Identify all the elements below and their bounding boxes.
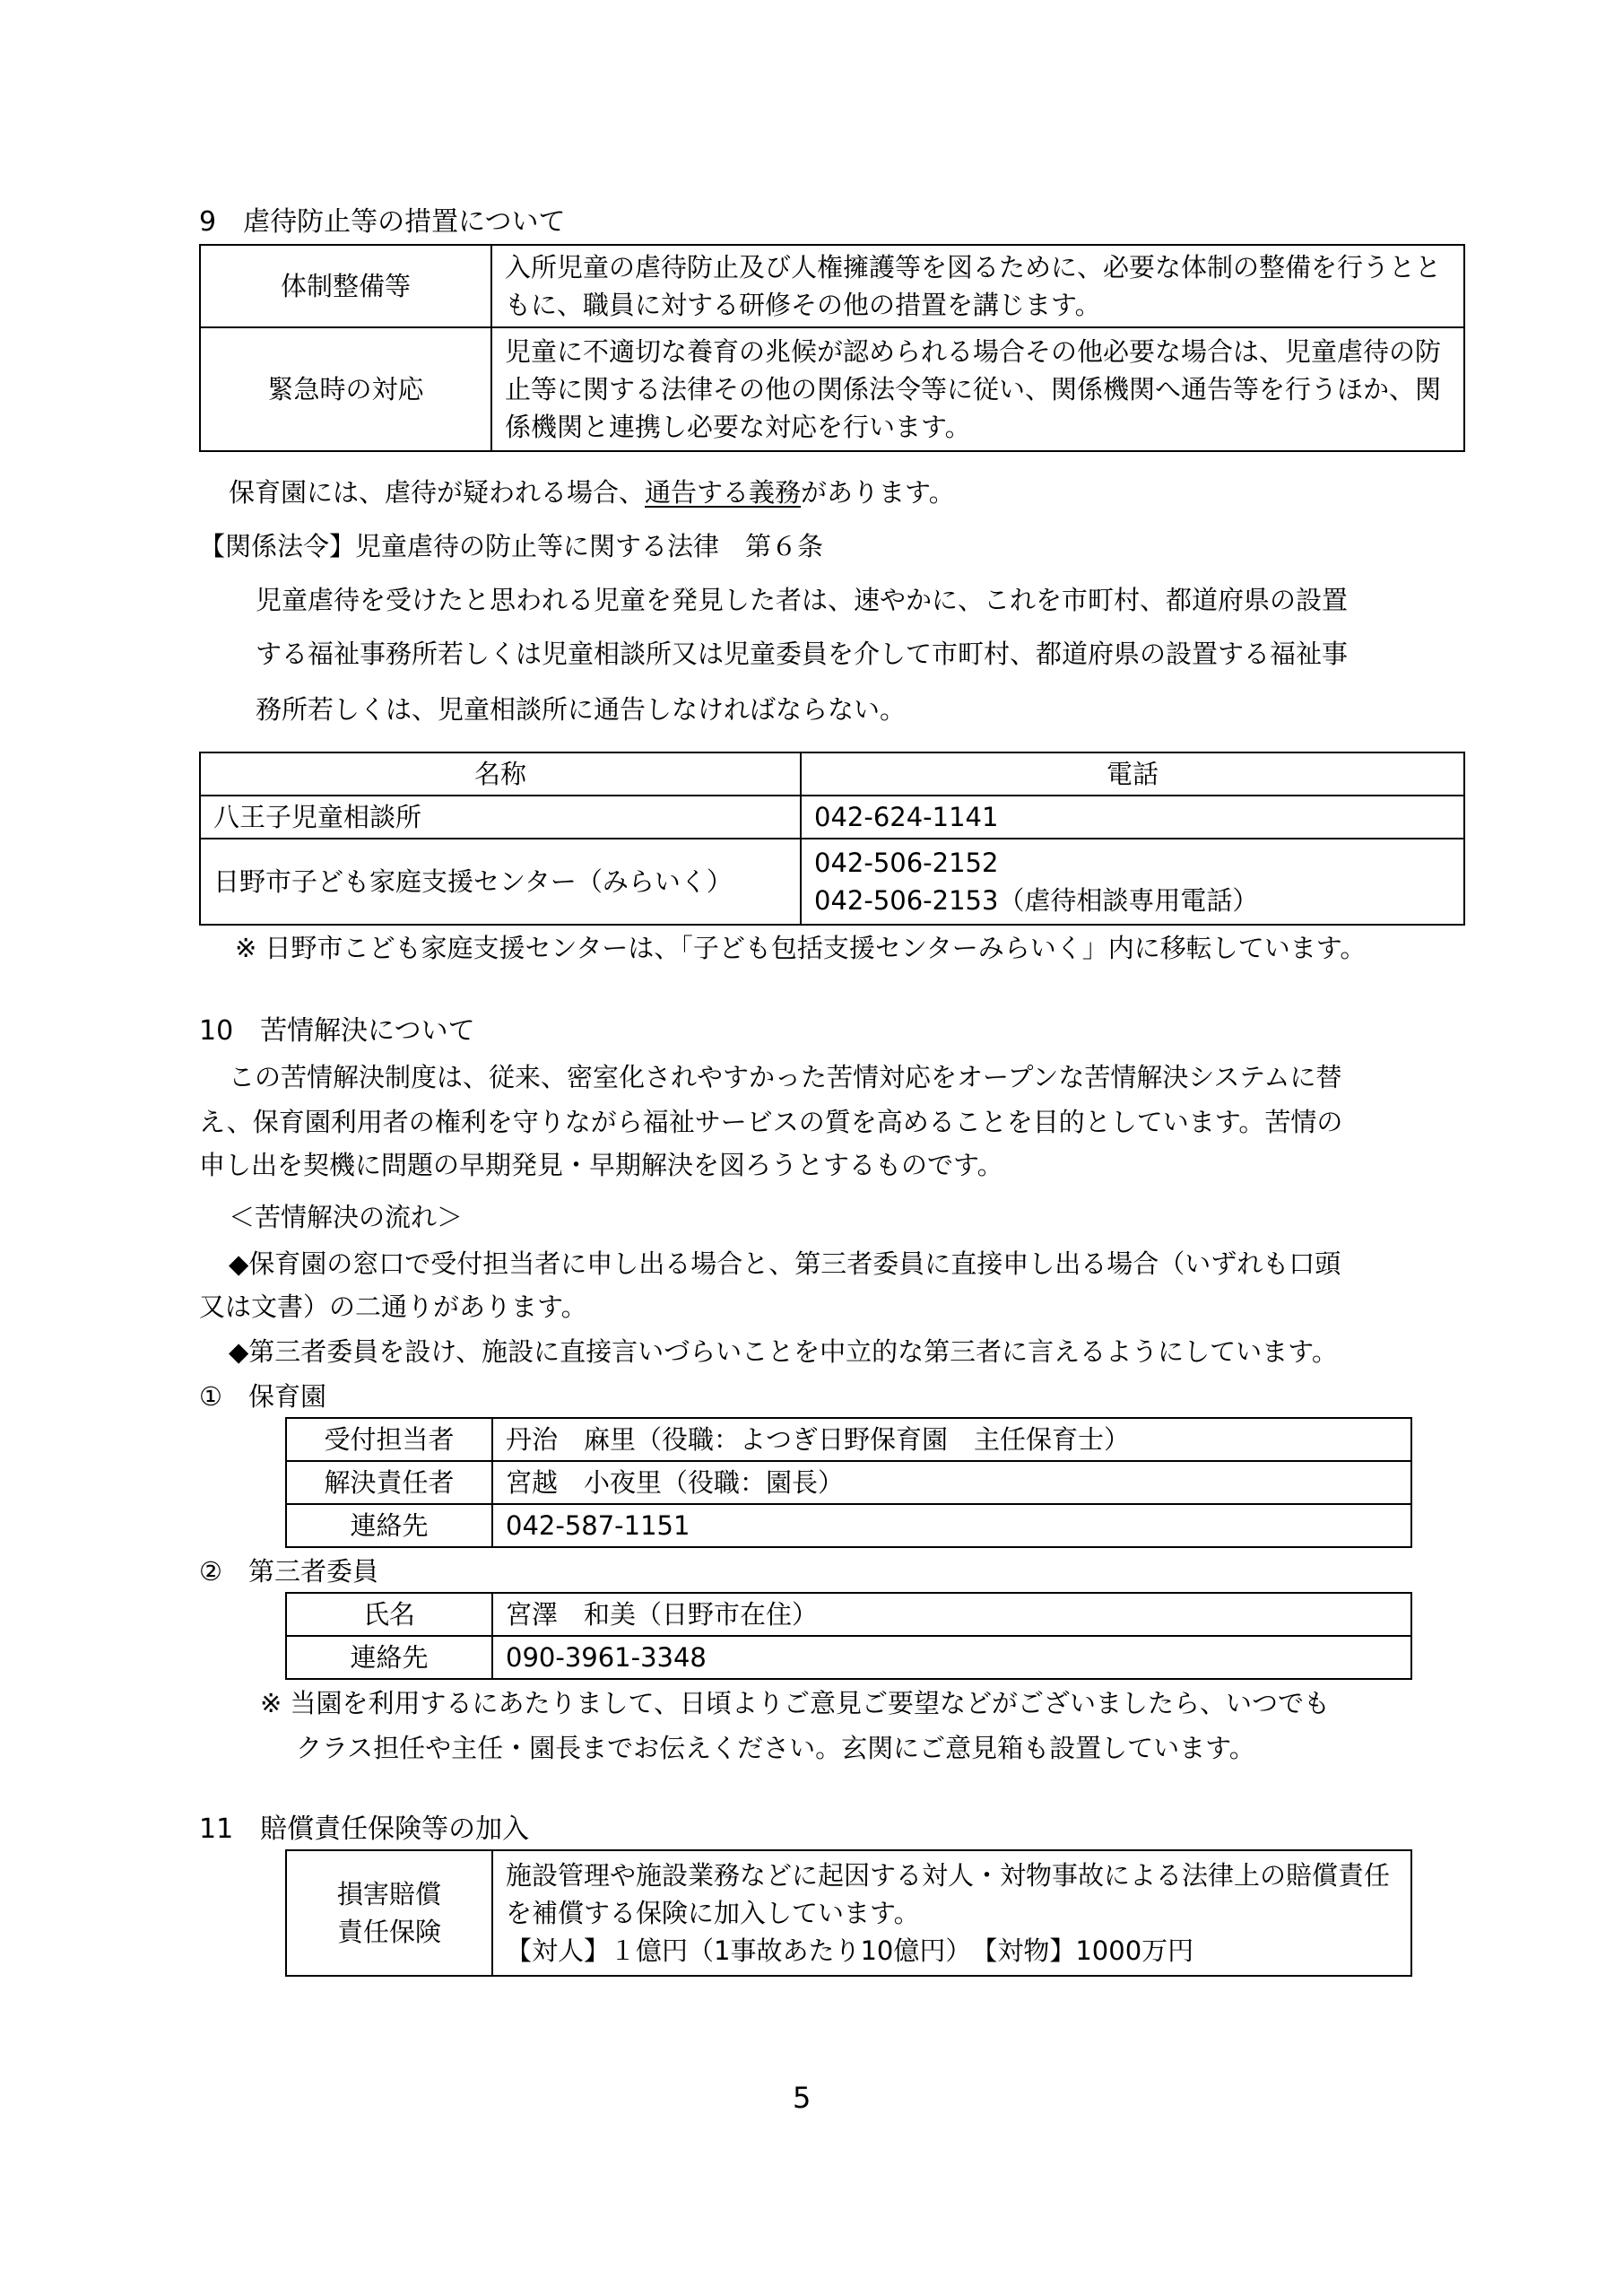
duty-prefix: 保育園には、虐待が疑われる場合、 — [229, 477, 646, 508]
duty-suffix: があります。 — [801, 477, 955, 508]
relocation-note: ※ 日野市こども家庭支援センターは、「子ども包括支援センターみらいく」内に移転しています。 — [235, 933, 1367, 963]
abuse-prevention-table — [199, 244, 1465, 452]
contact-name: 日野市子ども家庭支援センター（みらいく） — [200, 839, 801, 925]
content-line: を補償する保険に加入しています。 — [506, 1897, 920, 1928]
table-header-row — [200, 752, 1464, 796]
row-label — [286, 1850, 492, 1976]
content-line: 入所児童の虐待防止及び人権擁護等を図るために、必要な体制の整備を行うとと — [505, 251, 1442, 283]
table-row — [286, 1636, 1411, 1679]
row-content — [491, 327, 1464, 451]
third-party-table — [285, 1592, 1412, 1680]
row-label: 体制整備等 — [200, 245, 491, 327]
content-line: 児童に不適切な養育の兆候が認められる場合その他必要な場合は、児童虐待の防 — [505, 335, 1442, 367]
row-label: 連絡先 — [286, 1636, 492, 1679]
intro-line: この苦情解決制度は、従来、密室化されやすかった苦情対応をオープンな苦情解決システムに替 — [229, 1062, 1342, 1092]
third-party-label: ② 第三者委員 — [199, 1556, 378, 1587]
nursery-label: ① 保育園 — [199, 1381, 326, 1412]
table-row — [286, 1461, 1411, 1504]
contact-phone — [801, 839, 1464, 925]
feedback-note-line: クラス担任や主任・園長までお伝えください。玄関にご意見箱も設置しています。 — [296, 1733, 1255, 1763]
table-row — [286, 1850, 1411, 1976]
row-label: 緊急時の対応 — [200, 327, 491, 451]
table-row — [286, 1504, 1411, 1547]
row-value: 丹治 麻里（役職：よつぎ日野保育園 主任保育士） — [492, 1418, 1411, 1461]
content-line: 止等に関する法律その他の関係法令等に従い、関係機関へ通告等を行うほか、関 — [505, 373, 1442, 404]
row-content — [491, 245, 1464, 327]
law-reference: 【関係法令】児童虐待の防止等に関する法律 第６条 — [199, 531, 824, 561]
row-value: 宮澤 和美（日野市在住） — [492, 1593, 1411, 1636]
section11-heading: 11 賠償責任保険等の加入 — [199, 1813, 530, 1845]
feedback-note-line: ※ 当園を利用するにあたりまして、日頃よりご意見ご要望などがございましたら、いつでも — [260, 1688, 1330, 1718]
table-row — [286, 1593, 1411, 1636]
contact-phone: 042-624-1141 — [801, 796, 1464, 839]
intro-line: 申し出を契機に問題の早期発見・早期解決を図ろうとするものです。 — [199, 1150, 1003, 1180]
header-name: 名称 — [200, 752, 801, 796]
row-label: 氏名 — [286, 1593, 492, 1636]
row-label: 連絡先 — [286, 1504, 492, 1547]
label-line: 責任保険 — [336, 1917, 441, 1947]
header-phone: 電話 — [801, 752, 1464, 796]
content-line: 係機関と連携し必要な対応を行います。 — [505, 412, 971, 443]
law-text-line: 務所若しくは、児童相談所に通告しなければならない。 — [256, 694, 907, 725]
row-label: 解決責任者 — [286, 1461, 492, 1504]
insurance-table — [285, 1849, 1412, 1977]
duty-emphasis: 通告する義務 — [645, 477, 802, 508]
section10-heading: 10 苦情解決について — [199, 1015, 475, 1047]
page-number: 5 — [793, 2081, 812, 2115]
table-row — [200, 245, 1464, 327]
row-value: 宮越 小夜里（役職：園長） — [492, 1461, 1411, 1504]
label-line: 損害賠償 — [336, 1878, 441, 1909]
phone-line: 042-506-2152 — [814, 847, 999, 878]
row-content — [492, 1850, 1411, 1976]
bullet-line: ◆保育園の窓口で受付担当者に申し出る場合と、第三者委員に直接申し出る場合（いずれも口頭 — [229, 1248, 1341, 1279]
row-value: 090-3961-3348 — [492, 1636, 1411, 1679]
row-label: 受付担当者 — [286, 1418, 492, 1461]
bullet-line: ◆第三者委員を設け、施設に直接言いづらいことを中立的な第三者に言えるようにしています。 — [229, 1336, 1338, 1367]
table-row — [200, 327, 1464, 451]
bullet-line: 又は文書）の二通りがあります。 — [199, 1292, 587, 1322]
section9-heading: 9 虐待防止等の措置について — [199, 206, 566, 238]
reporting-duty-text — [229, 475, 955, 510]
table-row — [200, 839, 1464, 925]
content-line: もに、職員に対する研修その他の措置を講じます。 — [505, 290, 1101, 320]
intro-line: え、保育園利用者の権利を守りながら福祉サービスの質を高めることを目的としています。苦情の — [199, 1107, 1343, 1137]
row-value: 042-587-1151 — [492, 1504, 1411, 1547]
phone-line: 042-506-2153（虐待相談専用電話） — [814, 885, 1259, 916]
law-text-line: する福祉事務所若しくは児童相談所又は児童委員を介して市町村、都道府県の設置する福祉事 — [256, 639, 1349, 669]
table-row — [200, 796, 1464, 839]
flow-title: ＜苦情解決の流れ＞ — [229, 1202, 464, 1232]
law-text-line: 児童虐待を受けたと思われる児童を発見した者は、速やかに、これを市町村、都道府県の設置 — [256, 585, 1349, 615]
content-line: 【対人】１億円（1事故あたり10億円） 【対物】1000万円 — [506, 1935, 1194, 1967]
contact-table — [199, 752, 1465, 926]
table-row — [286, 1418, 1411, 1461]
contact-name: 八王子児童相談所 — [200, 796, 801, 839]
nursery-contact-table — [285, 1417, 1412, 1548]
content-line: 施設管理や施設業務などに起因する対人・対物事故による法律上の賠償責任 — [506, 1859, 1391, 1891]
